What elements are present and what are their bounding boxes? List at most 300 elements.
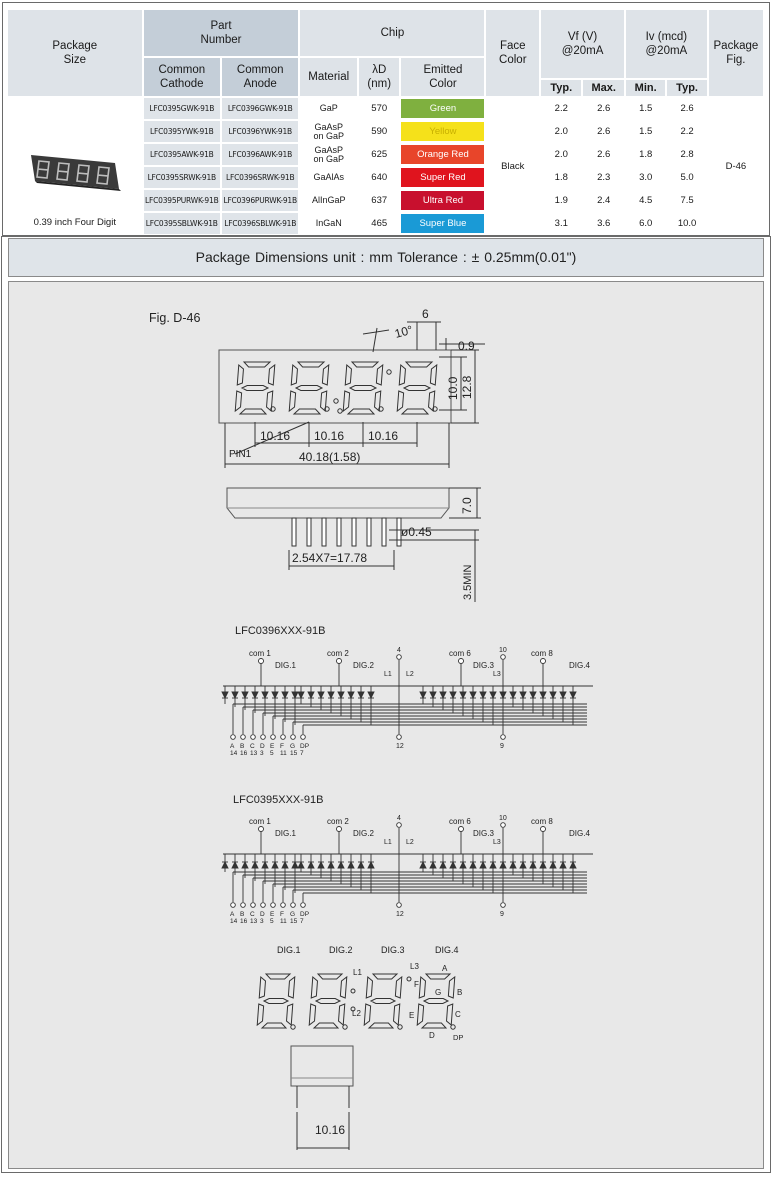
segment-letter: DP (300, 911, 310, 918)
pin-10: 10 (499, 815, 507, 822)
led-diode (262, 692, 268, 698)
segment-pin-number: 15 (290, 918, 298, 925)
segment (419, 977, 425, 998)
segment-pin-number: 7 (300, 750, 304, 757)
dig-label: DIG.1 (275, 829, 296, 838)
l2-label: L2 (406, 671, 414, 678)
material-cell: GaAsP on GaP (313, 121, 344, 141)
led-diode (550, 692, 556, 698)
segment (426, 974, 450, 979)
vf-typ-cell: 2.2 (554, 103, 568, 114)
segment (257, 1004, 263, 1025)
l3-label: L3 (493, 839, 501, 846)
iv-min-cell: 4.5 (639, 195, 653, 206)
label-dig2: DIG.2 (329, 945, 353, 955)
segment-letter: B (240, 743, 245, 750)
group-labels (249, 649, 296, 670)
segment-letter: G (290, 911, 296, 918)
segment (244, 362, 270, 367)
top-view-digit (397, 362, 437, 414)
segment-map-digit (257, 974, 295, 1028)
segment (266, 974, 290, 979)
material-cell: GaAsP on GaP (313, 144, 344, 164)
segment (429, 391, 435, 411)
header-common-anode (222, 58, 298, 96)
l-pin (397, 735, 402, 740)
header-face-color (486, 10, 539, 96)
segment (430, 365, 436, 385)
pin1-label: PIN1 (229, 449, 252, 460)
segment (268, 365, 274, 385)
dig-label: DIG.1 (275, 661, 296, 670)
group-labels (449, 649, 494, 670)
product-photo (27, 149, 123, 191)
segment (267, 391, 273, 411)
l2-label: L2 (406, 839, 414, 846)
led-diode (460, 692, 466, 698)
decimal-point (343, 1025, 347, 1029)
led-diode (222, 692, 228, 698)
pin-lead (292, 518, 296, 546)
segment (235, 391, 241, 411)
segment-pin (291, 903, 296, 908)
header-vf-typ: Typ. (541, 80, 581, 96)
header-face-color-text: Face Color (499, 40, 527, 66)
segment (417, 1004, 423, 1025)
segment (259, 977, 265, 998)
segment-letter: F (280, 911, 284, 918)
iv-typ-cell: 2.2 (680, 126, 694, 137)
led-diode (242, 692, 248, 698)
segment-pin (271, 903, 276, 908)
segment-letter: D (260, 911, 265, 918)
com-label: com 2 (327, 649, 349, 658)
dig-label: DIG.4 (569, 829, 590, 838)
led-diode (470, 692, 476, 698)
group-labels (531, 649, 590, 670)
wavelength-cell: 637 (371, 195, 388, 206)
header-common-cathode-text: Common Cathode (158, 64, 206, 90)
part-number-anode: LFC0396PURWK-91B (222, 190, 298, 211)
iv-min-cell: 1.8 (639, 149, 653, 160)
pin-lead (367, 518, 371, 546)
vf-typ-cell: 1.8 (554, 172, 568, 183)
segment-pin-number: 3 (260, 918, 264, 925)
led-diode (440, 692, 446, 698)
segment (375, 391, 381, 411)
com-label: com 8 (531, 817, 553, 826)
segment-pin (241, 735, 246, 740)
led-diode (308, 692, 314, 698)
segment-pin (231, 903, 236, 908)
header-vf-text: Vf (V) @20mA (561, 31, 604, 57)
colon-dot (407, 977, 411, 981)
led-diode (358, 692, 364, 698)
iv-typ-cell: 2.6 (680, 103, 694, 114)
com-label: com 1 (249, 649, 271, 658)
l3-pin (501, 903, 506, 908)
pin-9: 9 (500, 911, 504, 918)
iv-typ-cell: 10.0 (677, 218, 697, 229)
com-pin (459, 827, 464, 832)
segment-pin-number: 5 (270, 918, 274, 925)
label-seg-d: D (429, 1031, 435, 1040)
com-label: com 8 (531, 649, 553, 658)
emitted-color-cell (401, 190, 484, 211)
led-diode (252, 692, 258, 698)
led-diode (232, 692, 238, 698)
part-number-cathode: LFC0395SRWK-91B (144, 167, 220, 188)
wavelength-cell: 590 (371, 126, 388, 137)
segment-pin (271, 735, 276, 740)
dim-12-8: 12.8 (460, 375, 474, 399)
emitted-color-cell (401, 121, 484, 142)
label-l1: L1 (353, 968, 362, 977)
iv-min-cell: 1.5 (639, 103, 653, 114)
l1-label: L1 (384, 839, 392, 846)
com-pin (259, 827, 264, 832)
pin-12: 12 (396, 743, 404, 750)
led-diode (560, 692, 566, 698)
iv-typ-cell: 7.5 (680, 195, 694, 206)
part-number-cathode: LFC0395YWK-91B (144, 121, 220, 142)
segment-letter: D (260, 743, 265, 750)
part-number-anode: LFC0396AWK-91B (222, 144, 298, 165)
led-diode (318, 692, 324, 698)
header-vf (541, 10, 624, 78)
header-chip-text: Chip (380, 27, 405, 39)
segment (291, 365, 297, 385)
segment-letter: G (290, 743, 296, 750)
segment (339, 1004, 345, 1025)
segment-map-digit (309, 974, 347, 1028)
segment (395, 977, 401, 998)
segment-pin (301, 735, 306, 740)
vf-typ-cell: 2.0 (554, 149, 568, 160)
segment-pin (251, 903, 256, 908)
segment-letter: A (230, 743, 235, 750)
emitted-color-cell (401, 167, 484, 188)
led-diode (348, 692, 354, 698)
group-labels (327, 817, 374, 838)
led-diode (540, 692, 546, 698)
vf-max-cell: 2.6 (597, 126, 611, 137)
led-diode (530, 692, 536, 698)
vf-typ-cell: 2.0 (554, 126, 568, 137)
vf-max-cell: 2.4 (597, 195, 611, 206)
vf-max-cell: 3.6 (597, 218, 611, 229)
segment-pin-number: 11 (280, 750, 287, 757)
header-part-number (144, 10, 299, 56)
decimal-point (291, 1025, 295, 1029)
com-pin (337, 659, 342, 664)
label-seg-g: G (435, 988, 442, 997)
segment-letter: C (250, 911, 255, 918)
iv-typ-cell: 2.8 (680, 149, 694, 160)
segment (288, 977, 294, 998)
pin-lead (322, 518, 326, 546)
segment (237, 365, 243, 385)
package-drawing (9, 282, 763, 1168)
package-size-label: 0.39 inch Four Digit (33, 217, 116, 228)
segment-pin (251, 735, 256, 740)
segment (397, 391, 403, 411)
dig-label: DIG.2 (353, 829, 374, 838)
material-cell: GaP (319, 103, 338, 113)
pin-12: 12 (396, 911, 404, 918)
label-dig1: DIG.1 (277, 945, 301, 955)
vf-max-cell: 2.6 (597, 103, 611, 114)
dim-3-5min: 3.5MIN (462, 564, 474, 600)
segment-map-digit (417, 974, 455, 1028)
segment-pin-number: 13 (250, 750, 258, 757)
led-diode (570, 692, 576, 698)
dim-pitch-1: 10.16 (260, 429, 291, 443)
segment (264, 999, 288, 1004)
segment (364, 1004, 370, 1025)
led-diode (480, 692, 486, 698)
led-diode (272, 692, 278, 698)
segment (448, 977, 454, 998)
segment-pin-number: 14 (230, 918, 238, 925)
header-package-size-text: Package Size (52, 40, 98, 66)
pin-4: 4 (397, 815, 401, 822)
label-dig4: DIG.4 (435, 945, 459, 955)
header-wavelength-text: λD (nm) (367, 64, 392, 90)
emitted-color-cell (401, 144, 484, 165)
part-number-cathode: LFC0395GWK-91B (144, 98, 220, 119)
wavelength-cell: 640 (371, 172, 388, 183)
spec-table-body (8, 98, 763, 234)
led-diode (490, 692, 496, 698)
vf-max-cell: 2.6 (597, 149, 611, 160)
label-seg-f: F (414, 980, 419, 989)
segment (404, 386, 430, 391)
header-emitted-color-text: Emitted Color (423, 64, 463, 90)
drawing-area (8, 281, 764, 1169)
segment (352, 362, 378, 367)
pin-lead (382, 518, 386, 546)
colon-dot (351, 989, 355, 993)
label-seg-b: B (457, 988, 463, 997)
segment-pin (261, 903, 266, 908)
dim-pin-pitch: 2.54X7=17.78 (292, 551, 368, 565)
segment (447, 1004, 453, 1025)
led-diode (420, 692, 426, 698)
group-labels (449, 817, 494, 838)
schematic-common-cathode (222, 815, 593, 925)
spec-table (6, 8, 765, 236)
side-view (227, 488, 481, 602)
header-part-number-text: Part Number (200, 20, 242, 46)
l-pin (397, 903, 402, 908)
dimensions-title-bar (8, 238, 764, 277)
material-cell: InGaN (315, 218, 342, 228)
led-diode (298, 692, 304, 698)
emitted-color-swatch: Super Blue (401, 214, 484, 233)
segment (348, 409, 374, 414)
part-number-cathode: LFC0395AWK-91B (144, 144, 220, 165)
emitted-color-cell (401, 98, 484, 119)
segment (294, 409, 320, 414)
header-emitted-color (401, 58, 484, 96)
pin-4: 4 (397, 647, 401, 654)
emitted-color-swatch: Ultra Red (401, 191, 484, 210)
header-common-anode-text: Common Anode (236, 64, 284, 90)
fig-label: Fig. D-46 (149, 311, 201, 325)
segment-pin (281, 903, 286, 908)
top-view-digit (235, 362, 275, 414)
l1-label: L1 (384, 671, 392, 678)
segment (321, 391, 327, 411)
iv-min-cell: 3.0 (639, 172, 653, 183)
segment (287, 1004, 293, 1025)
segment-pin (301, 903, 306, 908)
segment (298, 362, 324, 367)
dim-pin-diameter: ø0.45 (401, 525, 432, 539)
segment-pin (291, 735, 296, 740)
segment (242, 386, 268, 391)
segment-pin (241, 903, 246, 908)
dimensions-title: Package Dimensions unit : mm Tolerance : ± 0.25mm(0.01") (195, 249, 577, 265)
segment-pin-number: 5 (270, 750, 274, 757)
part-number-anode: LFC0396GWK-91B (222, 98, 298, 119)
part-number-anode: LFC0396SRWK-91B (222, 167, 298, 188)
header-common-cathode (144, 58, 220, 96)
l3-label: L3 (493, 671, 501, 678)
l3-pin (501, 655, 506, 660)
header-package-fig-text: Package Fig. (713, 40, 759, 66)
label-seg-c: C (455, 1010, 461, 1019)
segment (406, 362, 432, 367)
header-chip (300, 10, 484, 56)
segment (369, 1023, 393, 1028)
package-fig-cell: D-46 (709, 98, 763, 234)
header-iv (626, 10, 707, 78)
dim-6: 6 (422, 307, 429, 321)
pin-lead (307, 518, 311, 546)
segment-pin-number: 16 (240, 918, 248, 925)
segment-pin-number: 7 (300, 918, 304, 925)
group-labels (327, 649, 374, 670)
com-pin (541, 827, 546, 832)
segment-pin (281, 735, 286, 740)
part-number-cathode: LFC0395SBLWK-91B (144, 213, 220, 234)
segment (366, 977, 372, 998)
face-color-cell: Black (486, 98, 539, 234)
com-pin (259, 659, 264, 664)
com-pin (541, 659, 546, 664)
segment (316, 999, 340, 1004)
header-iv-text: Iv (mcd) @20mA (645, 31, 688, 57)
segment (318, 974, 342, 979)
header-vf-max: Max. (583, 80, 624, 96)
l-pin (397, 823, 402, 828)
vf-typ-cell: 3.1 (554, 218, 568, 229)
part-number-anode: LFC0396SBLWK-91B (222, 213, 298, 234)
schematic-cathode-title: LFC0395XXX-91B (233, 794, 324, 806)
l-pin (397, 655, 402, 660)
pin-9: 9 (500, 743, 504, 750)
com-label: com 2 (327, 817, 349, 826)
led-diode (510, 692, 516, 698)
com-pin (337, 827, 342, 832)
dim-0-9: 0.9 (458, 339, 475, 353)
header-material-text: Material (308, 71, 350, 83)
colon-dot (334, 399, 338, 403)
label-dig3: DIG.3 (381, 945, 405, 955)
pin-lead (352, 518, 356, 546)
vf-typ-cell: 1.9 (554, 195, 568, 206)
iv-min-cell: 6.0 (639, 218, 653, 229)
segment (394, 1004, 400, 1025)
led-diode (368, 692, 374, 698)
segment-pin-labels (230, 911, 309, 925)
header-material (300, 58, 357, 96)
emitted-color-swatch: Green (401, 99, 484, 118)
segment (340, 977, 346, 998)
vf-max-cell: 2.3 (597, 172, 611, 183)
part-number-anode: LFC0396YWK-91B (222, 121, 298, 142)
segment (311, 977, 317, 998)
segment (322, 365, 328, 385)
part-number-cathode: LFC0395PURWK-91B (144, 190, 220, 211)
com-label: com 6 (449, 649, 471, 658)
segment-pin-number: 13 (250, 918, 258, 925)
top-view-digit (289, 362, 329, 414)
emitted-color-swatch: Yellow (401, 122, 484, 141)
dim-7-0: 7.0 (460, 497, 474, 514)
dig-label: DIG.4 (569, 661, 590, 670)
header-wavelength (359, 58, 399, 96)
segment (314, 1023, 338, 1028)
dim-10-0: 10.0 (446, 376, 460, 400)
segment-letter: E (270, 911, 275, 918)
emitted-color-cell (401, 213, 484, 234)
segment (296, 386, 322, 391)
segment-letter: F (280, 743, 284, 750)
iv-typ-cell: 5.0 (680, 172, 694, 183)
segment (422, 1023, 446, 1028)
dim-pitch-3: 10.16 (368, 429, 399, 443)
dig-label: DIG.3 (473, 661, 494, 670)
segment-pin (231, 735, 236, 740)
segment (399, 365, 405, 385)
segment (289, 391, 295, 411)
decimal-point (451, 1025, 455, 1029)
emitted-color-swatch: Super Red (401, 168, 484, 187)
dim-total: 40.18(1.58) (299, 450, 361, 464)
group-labels (531, 817, 590, 838)
label-seg-a: A (442, 964, 448, 973)
dig-label: DIG.3 (473, 829, 494, 838)
segment-letter: A (230, 911, 235, 918)
package-size-cell (8, 98, 142, 234)
material-cell: GaAlAs (313, 172, 344, 182)
segment-map (257, 945, 463, 1042)
material-cell: AlInGaP (311, 195, 346, 205)
segment-pin-labels (230, 743, 309, 757)
label-seg-e: E (409, 1011, 415, 1020)
segment-pin-number: 3 (260, 750, 264, 757)
led-diode (328, 692, 334, 698)
segment (240, 409, 266, 414)
segment-pin-number: 14 (230, 750, 238, 757)
wavelength-cell: 570 (371, 103, 388, 114)
segment-pin-number: 15 (290, 750, 298, 757)
dim-bottom-pitch: 10.16 (315, 1123, 346, 1137)
segment-pin-number: 16 (240, 750, 248, 757)
